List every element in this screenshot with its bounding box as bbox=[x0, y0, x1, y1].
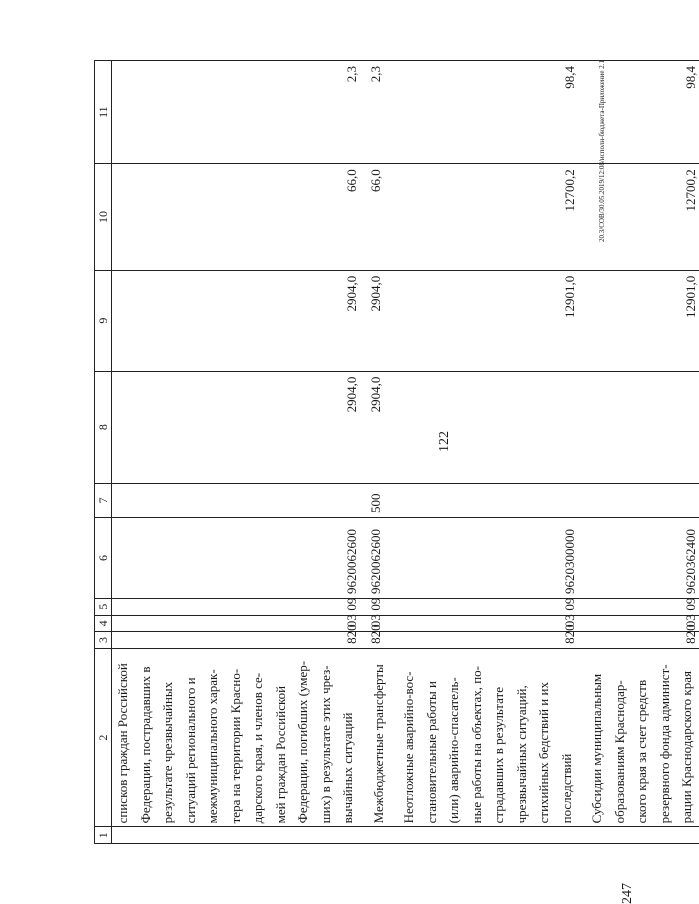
value-col11: 2,3 bbox=[360, 61, 391, 164]
target-code: 9620362400 bbox=[578, 518, 699, 599]
header-cell: 9 bbox=[95, 270, 112, 371]
row-name-line: образованиям Краснодар- bbox=[611, 680, 627, 824]
header-cell: 7 bbox=[95, 483, 112, 517]
header-cell: 5 bbox=[95, 598, 112, 615]
target-code: 9620062600 bbox=[360, 518, 391, 599]
value-col11: 2,3 bbox=[112, 61, 360, 164]
table-header-row bbox=[95, 61, 112, 844]
row-name-line: Межбюджетные трансферты bbox=[370, 664, 386, 824]
budget-table bbox=[94, 60, 699, 844]
row-name-line: Неотложные аварийно-вос- bbox=[401, 671, 416, 824]
row-name-line: рации Краснодарского края bbox=[679, 671, 694, 824]
value-col11: 98,4 bbox=[578, 61, 699, 164]
row-name-line: резервного фонда админист- bbox=[656, 664, 672, 824]
header-cell: 2 bbox=[95, 648, 112, 827]
value-col9: 2904,0 bbox=[360, 270, 391, 371]
value-col8: 2904,0 bbox=[112, 371, 360, 483]
value-col8 bbox=[578, 371, 699, 483]
row-name-line: межмуниципального харак- bbox=[205, 669, 220, 824]
row-name-line: (или) аварийно-спасатель- bbox=[446, 677, 461, 824]
row-name-line: страдавших в результате bbox=[491, 687, 506, 824]
row-name-line: результате чрезвычайных bbox=[160, 681, 175, 824]
header-cell: 10 bbox=[95, 164, 112, 270]
table-row bbox=[112, 61, 360, 844]
section-code: 03 bbox=[112, 615, 360, 632]
value-col10: 66,0 bbox=[112, 164, 360, 270]
row-name-line: ные работы на объектах, по- bbox=[468, 665, 484, 824]
value-col8 bbox=[390, 371, 578, 483]
expense-type-code: 500 bbox=[360, 483, 391, 517]
value-col9: 12901,0 bbox=[578, 270, 699, 371]
target-code: 9620062600 bbox=[112, 518, 360, 599]
row-name-line: тера на территории Красно- bbox=[227, 668, 243, 824]
table-row bbox=[578, 61, 699, 844]
header-cell: 6 bbox=[95, 518, 112, 599]
row-name-line: последствий bbox=[558, 753, 574, 824]
row-name-line: списков граждан Российской bbox=[115, 663, 130, 824]
row-name bbox=[578, 648, 699, 827]
row-name bbox=[390, 648, 578, 827]
header-cell: 4 bbox=[95, 615, 112, 632]
section-code: 03 bbox=[578, 615, 699, 632]
expense-type-code bbox=[578, 483, 699, 517]
row-name-line: становительные работы и bbox=[423, 681, 439, 824]
header-cell: 3 bbox=[95, 632, 112, 649]
expense-type-code bbox=[112, 483, 360, 517]
sheet-number: 247 bbox=[620, 883, 635, 904]
header-cell: 1 bbox=[95, 827, 112, 844]
row-name bbox=[360, 648, 391, 827]
ministry-code: 820 bbox=[112, 632, 360, 649]
row-name-line: мей граждан Российской bbox=[272, 685, 288, 824]
row-name-line: чрезвычайных ситуаций, bbox=[513, 685, 529, 824]
subsection-code: 09 bbox=[578, 598, 699, 615]
header-cell: 11 bbox=[95, 61, 112, 164]
value-col11: 98,4 bbox=[390, 61, 578, 164]
expense-type-code bbox=[390, 483, 578, 517]
section-code: 03 bbox=[390, 615, 578, 632]
value-col8: 2904,0 bbox=[360, 371, 391, 483]
ministry-code: 820 bbox=[360, 632, 391, 649]
header-cell: 8 bbox=[95, 371, 112, 483]
value-col10: 12700,2 bbox=[578, 164, 699, 270]
table-row bbox=[390, 61, 578, 844]
row-name-line: Федерации, пострадавших в bbox=[137, 666, 153, 824]
ministry-code: 820 bbox=[578, 632, 699, 649]
ministry-code: 820 bbox=[390, 632, 578, 649]
row-name-line: дарского края, и членов се- bbox=[250, 672, 265, 824]
target-code: 9620300000 bbox=[390, 518, 578, 599]
row-name-line: ского края за счет средств bbox=[634, 679, 649, 824]
subsection-code: 09 bbox=[360, 598, 391, 615]
subsection-code: 09 bbox=[390, 598, 578, 615]
subsection-code: 09 bbox=[112, 598, 360, 615]
row-name-line: вычайных ситуаций bbox=[340, 712, 355, 824]
row-name-line: ситуаций регионального и bbox=[182, 677, 198, 824]
value-col10: 12700,2 bbox=[390, 164, 578, 270]
value-col10: 66,0 bbox=[360, 164, 391, 270]
value-col9: 2904,0 bbox=[112, 270, 360, 371]
row-name-line: Федерации, погибших (умер- bbox=[295, 660, 310, 824]
row-name bbox=[112, 648, 360, 827]
document-stamp: 20.3/СОВ/30.05.2019/12:08/исполн-бюджета-Приложение 2.1 bbox=[598, 60, 606, 242]
row-name-line: стихийных бедствий и их bbox=[536, 682, 551, 824]
row-name-line: ших) в результате этих чрез- bbox=[317, 665, 333, 824]
value-col9: 12901,0 bbox=[390, 270, 578, 371]
section-code: 03 bbox=[360, 615, 391, 632]
row-name-line: Субсидии муниципальным bbox=[589, 673, 604, 824]
table-row bbox=[360, 61, 391, 844]
page-number: 122 bbox=[437, 431, 452, 452]
